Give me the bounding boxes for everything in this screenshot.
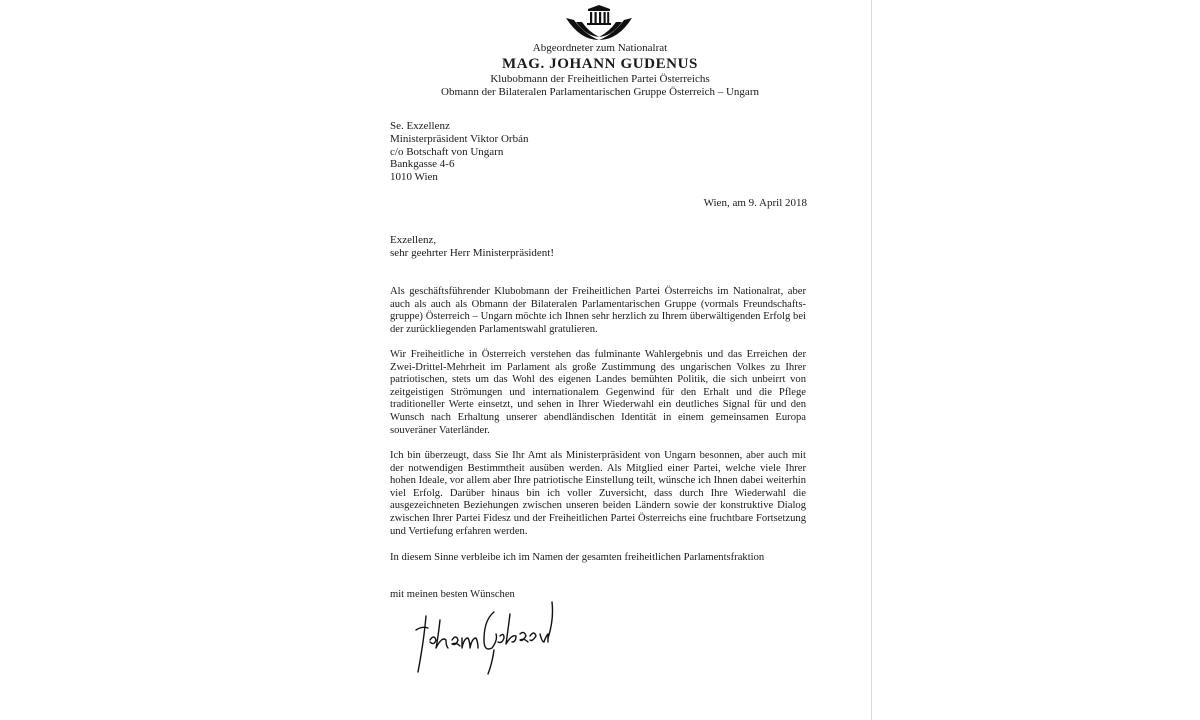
body-paragraph: Ich bin überzeugt, dass Sie Ihr Amt als Ministerpräsident von Ungarn besonnen, aber auch mit der notwendigen Bestimmtheit ausüben werden. Als Mitglied einer Partei, welche viele Ihrer hohen Ideale, vor allem aber Ihre patriotische Einstellung teilt, wünsche ich Ihnen dabei weiterhin viel Erfolg. Darüber hinaus bin ich voller Zuversicht, dass durch Ihre Wiederwahl die ausgezeichneten Beziehungen zwischen unseren beiden Ländern sowie der konstruktive Dialog zwischen Ihrer Partei Fidesz und der Freiheitlichen Partei Österreichs eine fruchtbare Fortsetzung und Vertiefung erfahren werden.	[390, 450, 806, 537]
recipient-line: Se. Exzellenz	[390, 120, 450, 132]
body-paragraph: In diesem Sinne verbleibe ich im Namen der gesamten freiheitlichen Parlamentsfraktion	[390, 552, 765, 563]
parliament-logo-icon	[562, 4, 636, 42]
letter-date: Wien, am 9. April 2018	[703, 197, 807, 209]
letterhead-group: Obmann der Bilateralen Parlamentarischen Gruppe Österreich – Ungarn	[441, 86, 759, 98]
letterhead-role: Klubobmann der Freiheitlichen Partei Österreichs	[490, 72, 710, 85]
recipient-line: Ministerpräsident Viktor Orbán	[390, 132, 529, 145]
recipient-address	[390, 120, 528, 184]
recipient-line: c/o Botschaft von Ungarn	[390, 145, 504, 158]
salutation-line: Exzellenz,	[390, 234, 437, 246]
letterhead-name: MAG. JOHANN GUDENUS	[502, 55, 698, 72]
signature-text	[0, 0, 1, 1]
handwritten-signature	[412, 590, 562, 680]
recipient-line: Bankgasse 4-6	[390, 158, 455, 171]
body-paragraph: Als geschäftsführender Klubobmann der Freiheitlichen Partei Österreichs im Nationalrat, aber auch als auch als Obmann der Bilateralen Parlamentarischen Gruppe (vormals Freundschafts-gruppe) Österreich – Ungarn möchte ich Ihnen sehr herzlich zu Ihrem überwältigenden Erfolg bei der zurückliegenden Parlamentswahl gratulieren.	[390, 286, 806, 335]
letterhead	[380, 42, 820, 100]
closing-line: mit meinen besten Wünschen	[390, 589, 515, 600]
letterhead-title: Abgeordneter zum Nationalrat	[532, 42, 668, 54]
salutation	[390, 234, 554, 260]
body-paragraph: Wir Freiheitliche in Österreich verstehen das fulminante Wahlergebnis und das Erreichen der Zwei-Drittel-Mehrheit im Parlament als große Zustimmung des ungarischen Volkes zu Ihrer patriotischen, stets um das Wohl des eigenen Landes bemühten Politik, die sich unbeirrt von zeitgeistigen Strömungen und internationalem Gegenwind für den Erhalt und die Pflege traditioneller Werte einsetzt, und sehen in Ihrer Wiederwahl ein deutliches Signal für und den Wunsch nach Erhaltung unserer abendländischen Identität in einem gemeinsamen Europa souveräner Vaterländer.	[390, 349, 806, 436]
salutation-line: sehr geehrter Herr Ministerpräsident!	[390, 247, 555, 259]
recipient-line: 1010 Wien	[390, 171, 438, 184]
